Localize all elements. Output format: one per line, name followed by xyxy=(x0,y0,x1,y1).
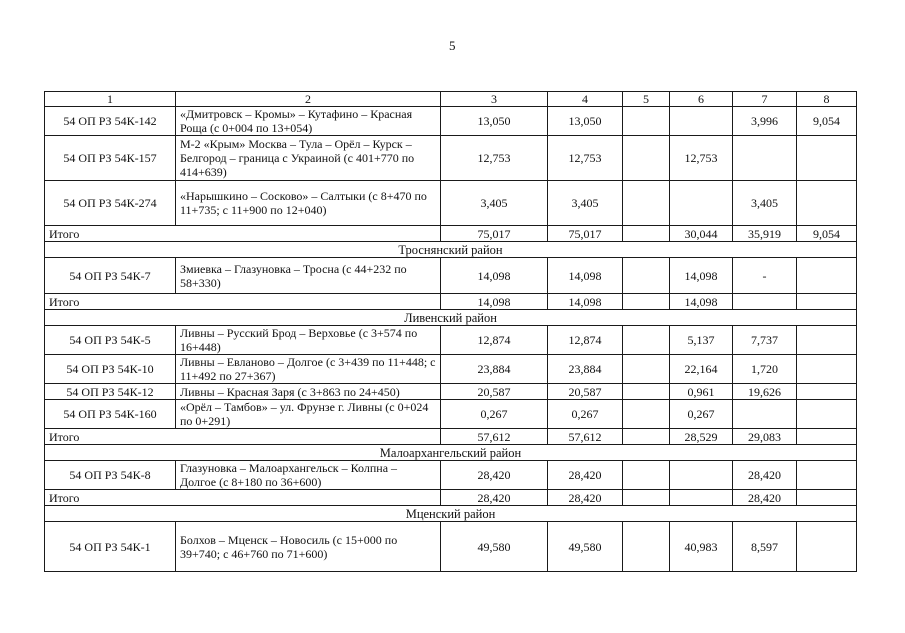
value-cell: 20,587 xyxy=(548,384,623,400)
value-cell xyxy=(797,181,857,226)
value-cell xyxy=(797,326,857,355)
value-cell: 49,580 xyxy=(548,522,623,572)
value-cell: 14,098 xyxy=(670,294,733,310)
value-cell: 12,753 xyxy=(670,136,733,181)
value-cell: 30,044 xyxy=(670,226,733,242)
road-name-cell: «Орёл – Тамбов» – ул. Фрунзе г. Ливны (с 0+024 по 0+291) xyxy=(176,400,441,429)
road-name-cell: М-2 «Крым» Москва – Тула – Орёл – Курск – Белгород – граница с Украиной (с 401+770 по 414+639) xyxy=(176,136,441,181)
value-cell: 28,420 xyxy=(441,490,548,506)
value-cell: 0,267 xyxy=(670,400,733,429)
table-row xyxy=(45,107,857,136)
value-cell xyxy=(623,136,670,181)
road-name-cell: Болхов – Мценск – Новосиль (с 15+000 по 39+740; с 46+760 по 71+600) xyxy=(176,522,441,572)
value-cell: 12,874 xyxy=(548,326,623,355)
value-cell: 28,420 xyxy=(733,490,797,506)
table-row xyxy=(45,461,857,490)
value-cell xyxy=(733,400,797,429)
table-row xyxy=(45,355,857,384)
value-cell: 22,164 xyxy=(670,355,733,384)
value-cell xyxy=(733,136,797,181)
region-header: Троснянский район xyxy=(45,242,857,258)
value-cell: - xyxy=(733,258,797,294)
value-cell xyxy=(797,461,857,490)
value-cell xyxy=(670,461,733,490)
value-cell xyxy=(670,181,733,226)
road-code-cell: 54 ОП РЗ 54К-157 xyxy=(45,136,176,181)
value-cell: 3,405 xyxy=(548,181,623,226)
table-row xyxy=(45,522,857,572)
table-row xyxy=(45,326,857,355)
value-cell: 57,612 xyxy=(548,429,623,445)
header-cell: 8 xyxy=(797,92,857,107)
value-cell xyxy=(623,400,670,429)
value-cell xyxy=(797,522,857,572)
value-cell: 3,405 xyxy=(733,181,797,226)
total-row xyxy=(45,226,857,242)
road-code-cell: 54 ОП РЗ 54К-10 xyxy=(45,355,176,384)
value-cell: 0,961 xyxy=(670,384,733,400)
value-cell xyxy=(623,107,670,136)
value-cell xyxy=(623,355,670,384)
table-row xyxy=(45,384,857,400)
value-cell: 28,420 xyxy=(441,461,548,490)
value-cell: 23,884 xyxy=(441,355,548,384)
table-row xyxy=(45,258,857,294)
value-cell xyxy=(670,107,733,136)
table-row xyxy=(45,400,857,429)
value-cell: 28,420 xyxy=(548,490,623,506)
header-cell: 6 xyxy=(670,92,733,107)
value-cell: 19,626 xyxy=(733,384,797,400)
value-cell: 9,054 xyxy=(797,226,857,242)
value-cell: 14,098 xyxy=(548,294,623,310)
header-cell: 2 xyxy=(176,92,441,107)
total-label: Итого xyxy=(45,490,441,506)
header-cell: 4 xyxy=(548,92,623,107)
value-cell xyxy=(797,429,857,445)
header-row xyxy=(45,92,857,107)
road-name-cell: «Нарышкино – Сосково» – Салтыки (с 8+470 по 11+735; с 11+900 по 12+040) xyxy=(176,181,441,226)
value-cell xyxy=(797,490,857,506)
value-cell xyxy=(623,226,670,242)
road-code-cell: 54 ОП РЗ 54К-8 xyxy=(45,461,176,490)
road-name-cell: «Дмитровск – Кромы» – Кутафино – Красная Роща (с 0+004 по 13+054) xyxy=(176,107,441,136)
value-cell: 5,137 xyxy=(670,326,733,355)
value-cell: 49,580 xyxy=(441,522,548,572)
road-code-cell: 54 ОП РЗ 54К-7 xyxy=(45,258,176,294)
road-code-cell: 54 ОП РЗ 54К-142 xyxy=(45,107,176,136)
region-header: Малоархангельский район xyxy=(45,445,857,461)
value-cell: 75,017 xyxy=(548,226,623,242)
value-cell: 9,054 xyxy=(797,107,857,136)
value-cell: 57,612 xyxy=(441,429,548,445)
road-code-cell: 54 ОП РЗ 54К-12 xyxy=(45,384,176,400)
region-row xyxy=(45,445,857,461)
road-name-cell: Глазуновка – Малоархангельск – Колпна – Долгое (с 8+180 по 36+600) xyxy=(176,461,441,490)
value-cell: 13,050 xyxy=(441,107,548,136)
value-cell xyxy=(797,384,857,400)
region-row xyxy=(45,506,857,522)
road-name-cell: Ливны – Русский Брод – Верховье (с 3+574 по 16+448) xyxy=(176,326,441,355)
value-cell: 8,597 xyxy=(733,522,797,572)
value-cell: 12,874 xyxy=(441,326,548,355)
value-cell xyxy=(623,490,670,506)
value-cell xyxy=(623,522,670,572)
value-cell: 14,098 xyxy=(441,294,548,310)
value-cell: 0,267 xyxy=(548,400,623,429)
road-code-cell: 54 ОП РЗ 54К-1 xyxy=(45,522,176,572)
value-cell xyxy=(623,429,670,445)
total-label: Итого xyxy=(45,429,441,445)
value-cell: 7,737 xyxy=(733,326,797,355)
value-cell xyxy=(623,181,670,226)
value-cell: 12,753 xyxy=(441,136,548,181)
header-cell: 1 xyxy=(45,92,176,107)
road-code-cell: 54 ОП РЗ 54К-274 xyxy=(45,181,176,226)
table-row xyxy=(45,181,857,226)
value-cell: 29,083 xyxy=(733,429,797,445)
value-cell: 28,420 xyxy=(733,461,797,490)
road-code-cell: 54 ОП РЗ 54К-160 xyxy=(45,400,176,429)
header-cell: 3 xyxy=(441,92,548,107)
road-name-cell: Змиевка – Глазуновка – Тросна (с 44+232 по 58+330) xyxy=(176,258,441,294)
value-cell xyxy=(797,400,857,429)
roads-table xyxy=(44,91,857,572)
road-code-cell: 54 ОП РЗ 54К-5 xyxy=(45,326,176,355)
region-header: Ливенский район xyxy=(45,310,857,326)
total-row xyxy=(45,490,857,506)
value-cell: 14,098 xyxy=(441,258,548,294)
value-cell xyxy=(797,136,857,181)
value-cell: 35,919 xyxy=(733,226,797,242)
value-cell xyxy=(623,461,670,490)
value-cell xyxy=(623,326,670,355)
total-row xyxy=(45,429,857,445)
region-row xyxy=(45,242,857,258)
value-cell xyxy=(623,384,670,400)
value-cell: 3,405 xyxy=(441,181,548,226)
value-cell xyxy=(797,258,857,294)
region-row xyxy=(45,310,857,326)
table-row xyxy=(45,136,857,181)
value-cell xyxy=(797,294,857,310)
value-cell: 3,996 xyxy=(733,107,797,136)
total-label: Итого xyxy=(45,226,441,242)
value-cell: 13,050 xyxy=(548,107,623,136)
value-cell: 0,267 xyxy=(441,400,548,429)
value-cell: 14,098 xyxy=(548,258,623,294)
value-cell xyxy=(797,355,857,384)
value-cell: 23,884 xyxy=(548,355,623,384)
value-cell xyxy=(623,258,670,294)
value-cell: 14,098 xyxy=(670,258,733,294)
total-label: Итого xyxy=(45,294,441,310)
header-cell: 5 xyxy=(623,92,670,107)
value-cell xyxy=(623,294,670,310)
value-cell: 40,983 xyxy=(670,522,733,572)
road-name-cell: Ливны – Евланово – Долгое (с 3+439 по 11+448; с 11+492 по 27+367) xyxy=(176,355,441,384)
road-name-cell: Ливны – Красная Заря (с 3+863 по 24+450) xyxy=(176,384,441,400)
page-number: 5 xyxy=(449,38,456,53)
header-cell: 7 xyxy=(733,92,797,107)
value-cell xyxy=(670,490,733,506)
value-cell: 75,017 xyxy=(441,226,548,242)
value-cell: 28,420 xyxy=(548,461,623,490)
value-cell: 28,529 xyxy=(670,429,733,445)
region-header: Мценский район xyxy=(45,506,857,522)
value-cell: 20,587 xyxy=(441,384,548,400)
value-cell xyxy=(733,294,797,310)
total-row xyxy=(45,294,857,310)
value-cell: 1,720 xyxy=(733,355,797,384)
value-cell: 12,753 xyxy=(548,136,623,181)
